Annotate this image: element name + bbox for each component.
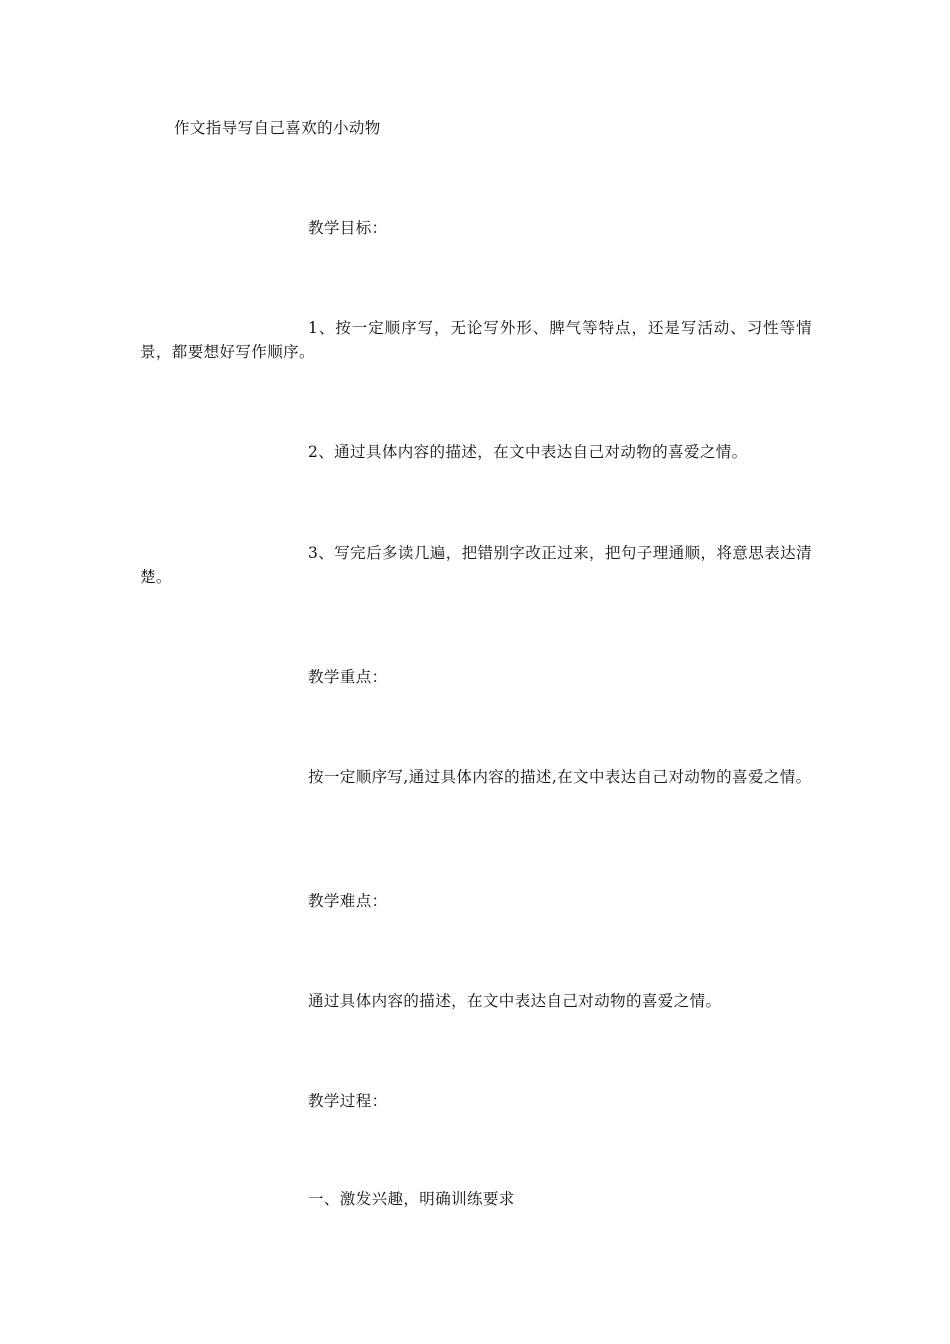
key-points-paragraph: 按一定顺序写,通过具体内容的描述,在文中表达自己对动物的喜爱之情。: [308, 768, 812, 786]
key-points-heading: 教学重点：: [308, 668, 388, 686]
process-step-1: 一、激发兴趣，明确训练要求: [308, 1190, 515, 1208]
difficulties-paragraph: 通过具体内容的描述，在文中表达自己对动物的喜爱之情。: [308, 992, 722, 1010]
document-title: 作文指导写自己喜欢的小动物: [174, 119, 381, 137]
objective-1-paragraph: 1、按一定顺序写，无论写外形、脾气等特点，还是写活动、习性等情景，都要想好写作顺序。: [140, 319, 812, 361]
objective-3-paragraph: 3、写完后多读几遍，把错别字改正过来，把句子理通顺，将意思表达清楚。: [140, 544, 812, 586]
difficulties-heading: 教学难点：: [308, 892, 388, 910]
objectives-heading: 教学目标：: [308, 219, 388, 237]
objective-2-paragraph: 2、通过具体内容的描述，在文中表达自己对动物的喜爱之情。: [308, 443, 748, 461]
process-heading: 教学过程：: [308, 1092, 388, 1110]
